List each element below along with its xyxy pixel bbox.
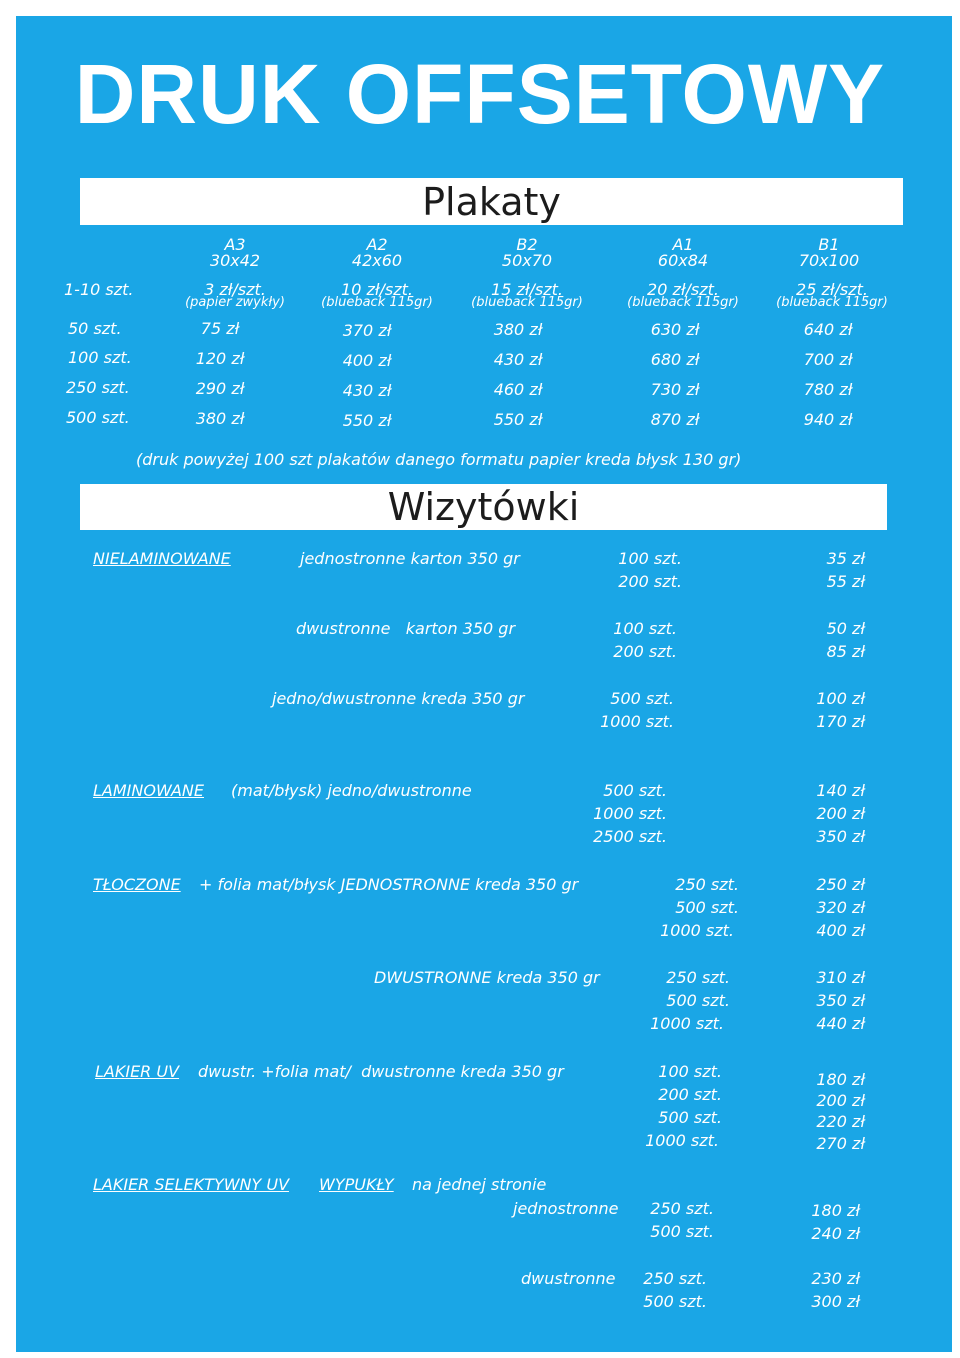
uv-qty-3: 500 szt. [658, 1108, 722, 1127]
tlocz-price-1: 250 zł [816, 875, 865, 894]
tlocz-two-qty-2: 500 szt. [666, 991, 730, 1010]
col-b2-size: 50x70 [501, 251, 553, 270]
nielam-kreda-price-2: 170 zł [816, 712, 865, 731]
uv-price-4: 270 zł [816, 1134, 865, 1153]
lam-qty-3: 2500 szt. [593, 827, 667, 846]
col-a1-format: A1 [672, 235, 694, 254]
lam-qty-2: 1000 szt. [593, 804, 667, 823]
b1-paper: (blueback 115gr) [776, 295, 888, 310]
sel-two-desc: dwustronne [521, 1269, 616, 1288]
laminowane-desc: (mat/błysk) jedno/dwustronne [231, 781, 472, 800]
sel-one-qty-2: 500 szt. [650, 1222, 714, 1241]
nielaminowane-label: NIELAMINOWANE [93, 549, 231, 568]
posters-heading: Plakaty [422, 180, 561, 224]
nielam-kreda-desc: jedno/dwustronne kreda 350 gr [272, 689, 525, 708]
a2-paper: (blueback 115gr) [321, 295, 433, 310]
qty-1-10: 1-10 szt. [64, 280, 134, 299]
b2-price-500: 550 zł [493, 410, 543, 429]
col-b1-format: B1 [818, 235, 840, 254]
lam-price-3: 350 zł [816, 827, 865, 846]
a3-price-250: 290 zł [195, 379, 245, 398]
laminowane-label: LAMINOWANE [93, 781, 204, 800]
lakier-uv-label: LAKIER UV [95, 1062, 180, 1081]
qty-250: 250 szt. [66, 378, 130, 397]
col-a2-format: A2 [366, 235, 388, 254]
b2-price-100: 430 zł [493, 350, 543, 369]
b1-price-50: 640 zł [803, 320, 853, 339]
b1-price-500: 940 zł [803, 410, 853, 429]
a1-price-250: 730 zł [650, 380, 700, 399]
lakier-wypukly-label: WYPUKŁY [319, 1175, 394, 1194]
cards-heading: Wizytówki [387, 485, 580, 529]
a1-unit-price: 20 zł/szt. [647, 280, 719, 299]
qty-100: 100 szt. [68, 348, 132, 367]
nielam-two-qty-1: 100 szt. [613, 619, 677, 638]
b2-unit-price: 15 zł/szt. [491, 280, 563, 299]
lakier-uv-desc: dwustr. +folia mat/ dwustronne kreda 350 gr [198, 1062, 564, 1081]
tlocz-qty-3: 1000 szt. [660, 921, 734, 940]
qty-500: 500 szt. [66, 408, 130, 427]
tloczone-desc: + folia mat/błysk JEDNOSTRONNE kreda 350 gr [199, 875, 579, 894]
page-title: DRUK OFFSETOWY [74, 47, 886, 141]
col-a3-size: 30x42 [209, 251, 261, 270]
a2-price-100: 400 zł [342, 351, 392, 370]
col-b2-format: B2 [516, 235, 538, 254]
tlocz-two-qty-3: 1000 szt. [650, 1014, 724, 1033]
a3-price-100: 120 zł [195, 349, 245, 368]
a3-price-500: 380 zł [195, 409, 245, 428]
lakier-selektywny-desc: na jednej stronie [412, 1175, 547, 1194]
nielam-two-qty-2: 200 szt. [613, 642, 677, 661]
nielam-one-price-1: 35 zł [826, 549, 865, 568]
posters-note: (druk powyżej 100 szt plakatów danego formatu papier kreda błysk 130 gr) [136, 450, 742, 469]
sel-two-price-2: 300 zł [811, 1292, 860, 1311]
tlocz-price-2: 320 zł [816, 898, 865, 917]
nielam-one-sided-desc: jednostronne karton 350 gr [300, 549, 520, 568]
tlocz-two-price-3: 440 zł [816, 1014, 865, 1033]
uv-price-2: 200 zł [816, 1091, 865, 1110]
sel-one-price-1: 180 zł [811, 1201, 860, 1220]
tlocz-two-price-2: 350 zł [816, 991, 865, 1010]
lam-price-1: 140 zł [816, 781, 865, 800]
a1-price-50: 630 zł [650, 320, 700, 339]
nielam-two-price-2: 85 zł [826, 642, 865, 661]
tlocz-two-price-1: 310 zł [816, 968, 865, 987]
lam-qty-1: 500 szt. [603, 781, 667, 800]
sel-two-qty-1: 250 szt. [643, 1269, 707, 1288]
a2-price-500: 550 zł [342, 411, 392, 430]
uv-qty-2: 200 szt. [658, 1085, 722, 1104]
tlocz-qty-2: 500 szt. [675, 898, 739, 917]
a1-price-100: 680 zł [650, 350, 700, 369]
nielam-one-qty-2: 200 szt. [618, 572, 682, 591]
sel-two-price-1: 230 zł [811, 1269, 860, 1288]
lam-price-2: 200 zł [816, 804, 865, 823]
tlocz-two-desc: DWUSTRONNE kreda 350 gr [374, 968, 600, 987]
tlocz-price-3: 400 zł [816, 921, 865, 940]
col-a1-size: 60x84 [657, 251, 709, 270]
sel-one-price-2: 240 zł [811, 1224, 860, 1243]
qty-50: 50 szt. [68, 319, 122, 338]
nielam-kreda-qty-2: 1000 szt. [600, 712, 674, 731]
a3-unit-price: 3 zł/szt. [204, 280, 266, 299]
sel-one-qty-1: 250 szt. [650, 1199, 714, 1218]
nielam-kreda-price-1: 100 zł [816, 689, 865, 708]
lakier-selektywny-label: LAKIER SELEKTYWNY UV [93, 1175, 290, 1194]
tloczone-label: TŁOCZONE [93, 875, 181, 894]
uv-qty-4: 1000 szt. [645, 1131, 719, 1150]
b2-price-50: 380 zł [493, 320, 543, 339]
uv-price-3: 220 zł [816, 1112, 865, 1131]
a3-paper: (papier zwykły) [185, 295, 285, 310]
tlocz-qty-1: 250 szt. [675, 875, 739, 894]
a2-unit-price: 10 zł/szt. [341, 280, 413, 299]
a2-price-50: 370 zł [342, 321, 392, 340]
b1-price-250: 780 zł [803, 380, 853, 399]
uv-qty-1: 100 szt. [658, 1062, 722, 1081]
tlocz-two-qty-1: 250 szt. [666, 968, 730, 987]
nielam-two-price-1: 50 zł [826, 619, 865, 638]
b1-unit-price: 25 zł/szt. [796, 280, 868, 299]
a2-price-250: 430 zł [342, 381, 392, 400]
uv-price-1: 180 zł [816, 1070, 865, 1089]
a1-price-500: 870 zł [650, 410, 700, 429]
nielam-kreda-qty-1: 500 szt. [610, 689, 674, 708]
b1-price-100: 700 zł [803, 350, 853, 369]
nielam-two-sided-desc: dwustronne karton 350 gr [296, 619, 516, 638]
nielam-one-qty-1: 100 szt. [618, 549, 682, 568]
b2-paper: (blueback 115gr) [471, 295, 583, 310]
col-a2-size: 42x60 [351, 251, 403, 270]
sel-one-desc: jednostronne [513, 1199, 619, 1218]
col-a3-format: A3 [224, 235, 246, 254]
col-b1-size: 70x100 [798, 251, 860, 270]
b2-price-250: 460 zł [493, 380, 543, 399]
a1-paper: (blueback 115gr) [627, 295, 739, 310]
sel-two-qty-2: 500 szt. [643, 1292, 707, 1311]
a3-price-50: 75 zł [200, 319, 240, 338]
nielam-one-price-2: 55 zł [826, 572, 865, 591]
